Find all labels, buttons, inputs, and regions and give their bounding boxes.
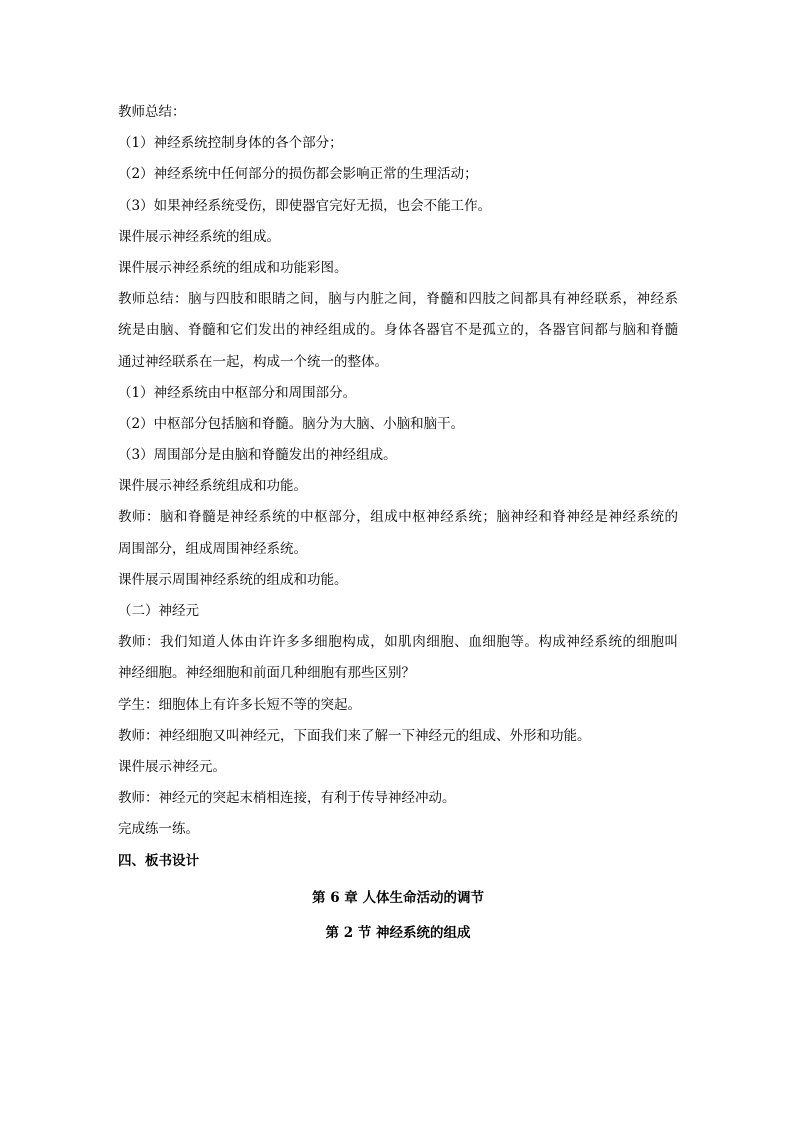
paragraph-line: 课件展示神经系统的组成和功能彩图。 bbox=[118, 259, 348, 276]
paragraph-line: 周围部分，组成周围神经系统。 bbox=[118, 540, 307, 557]
paragraph-line: （1）神经系统由中枢部分和周围部分。 bbox=[118, 384, 357, 401]
paragraph-line: 课件展示神经元。 bbox=[118, 758, 226, 775]
paragraph-line: （3）如果神经系统受伤，即使器官完好无损，也会不能工作。 bbox=[118, 197, 492, 214]
document-page bbox=[118, 97, 678, 947]
paragraph-line: 教师：神经元的突起末梢相连接，有利于传导神经冲动。 bbox=[118, 790, 456, 807]
paragraph-line: 神经细胞。神经细胞和前面几种细胞有那些区别？ bbox=[118, 665, 415, 682]
paragraph-line: （1）神经系统控制身体的各个部分； bbox=[118, 135, 343, 152]
paragraph-line: 统是由脑、脊髓和它们发出的神经组成的。身体各器官不是孤立的，各器官间都与脑和脊髓 bbox=[118, 322, 678, 339]
paragraph-line: 教师：脑和脊髓是神经系统的中枢部分，组成中枢神经系统；脑神经和脊神经是神经系统的 bbox=[118, 509, 678, 526]
paragraph-line: 课件展示神经系统的组成。 bbox=[118, 228, 280, 245]
board-chapter-title: 第 6 章 人体生命活动的调节 bbox=[312, 889, 484, 906]
section-heading: 四、板书设计 bbox=[118, 852, 199, 869]
paragraph-line: 教师：我们知道人体由许许多多细胞构成，如肌肉细胞、血细胞等。构成神经系统的细胞叫 bbox=[118, 634, 678, 651]
paragraph-line: 学生：细胞体上有许多长短不等的突起。 bbox=[118, 696, 361, 713]
paragraph-line: 完成练一练。 bbox=[118, 821, 199, 838]
paragraph-line: （3）周围部分是由脑和脊髓发出的神经组成。 bbox=[118, 447, 397, 464]
paragraph-line: 课件展示神经系统组成和功能。 bbox=[118, 478, 307, 495]
paragraph-line: （2）中枢部分包括脑和脊髓。脑分为大脑、小脑和脑干。 bbox=[118, 415, 465, 432]
paragraph-line: （二）神经元 bbox=[118, 603, 199, 619]
board-section-title: 第 2 节 神经系统的组成 bbox=[325, 924, 471, 941]
paragraph-line: 教师总结：脑与四肢和眼睛之间，脑与内脏之间，脊髓和四肢之间都具有神经联系，神经系 bbox=[118, 291, 678, 308]
paragraph-line: 教师总结： bbox=[118, 104, 186, 120]
paragraph-line: 通过神经联系在一起，构成一个统一的整体。 bbox=[118, 353, 388, 370]
paragraph-line: （2）神经系统中任何部分的损伤都会影响正常的生理活动； bbox=[118, 166, 478, 183]
paragraph-line: 教师：神经细胞又叫神经元，下面我们来了解一下神经元的组成、外形和功能。 bbox=[118, 727, 591, 744]
paragraph-line: 课件展示周围神经系统的组成和功能。 bbox=[118, 571, 348, 588]
